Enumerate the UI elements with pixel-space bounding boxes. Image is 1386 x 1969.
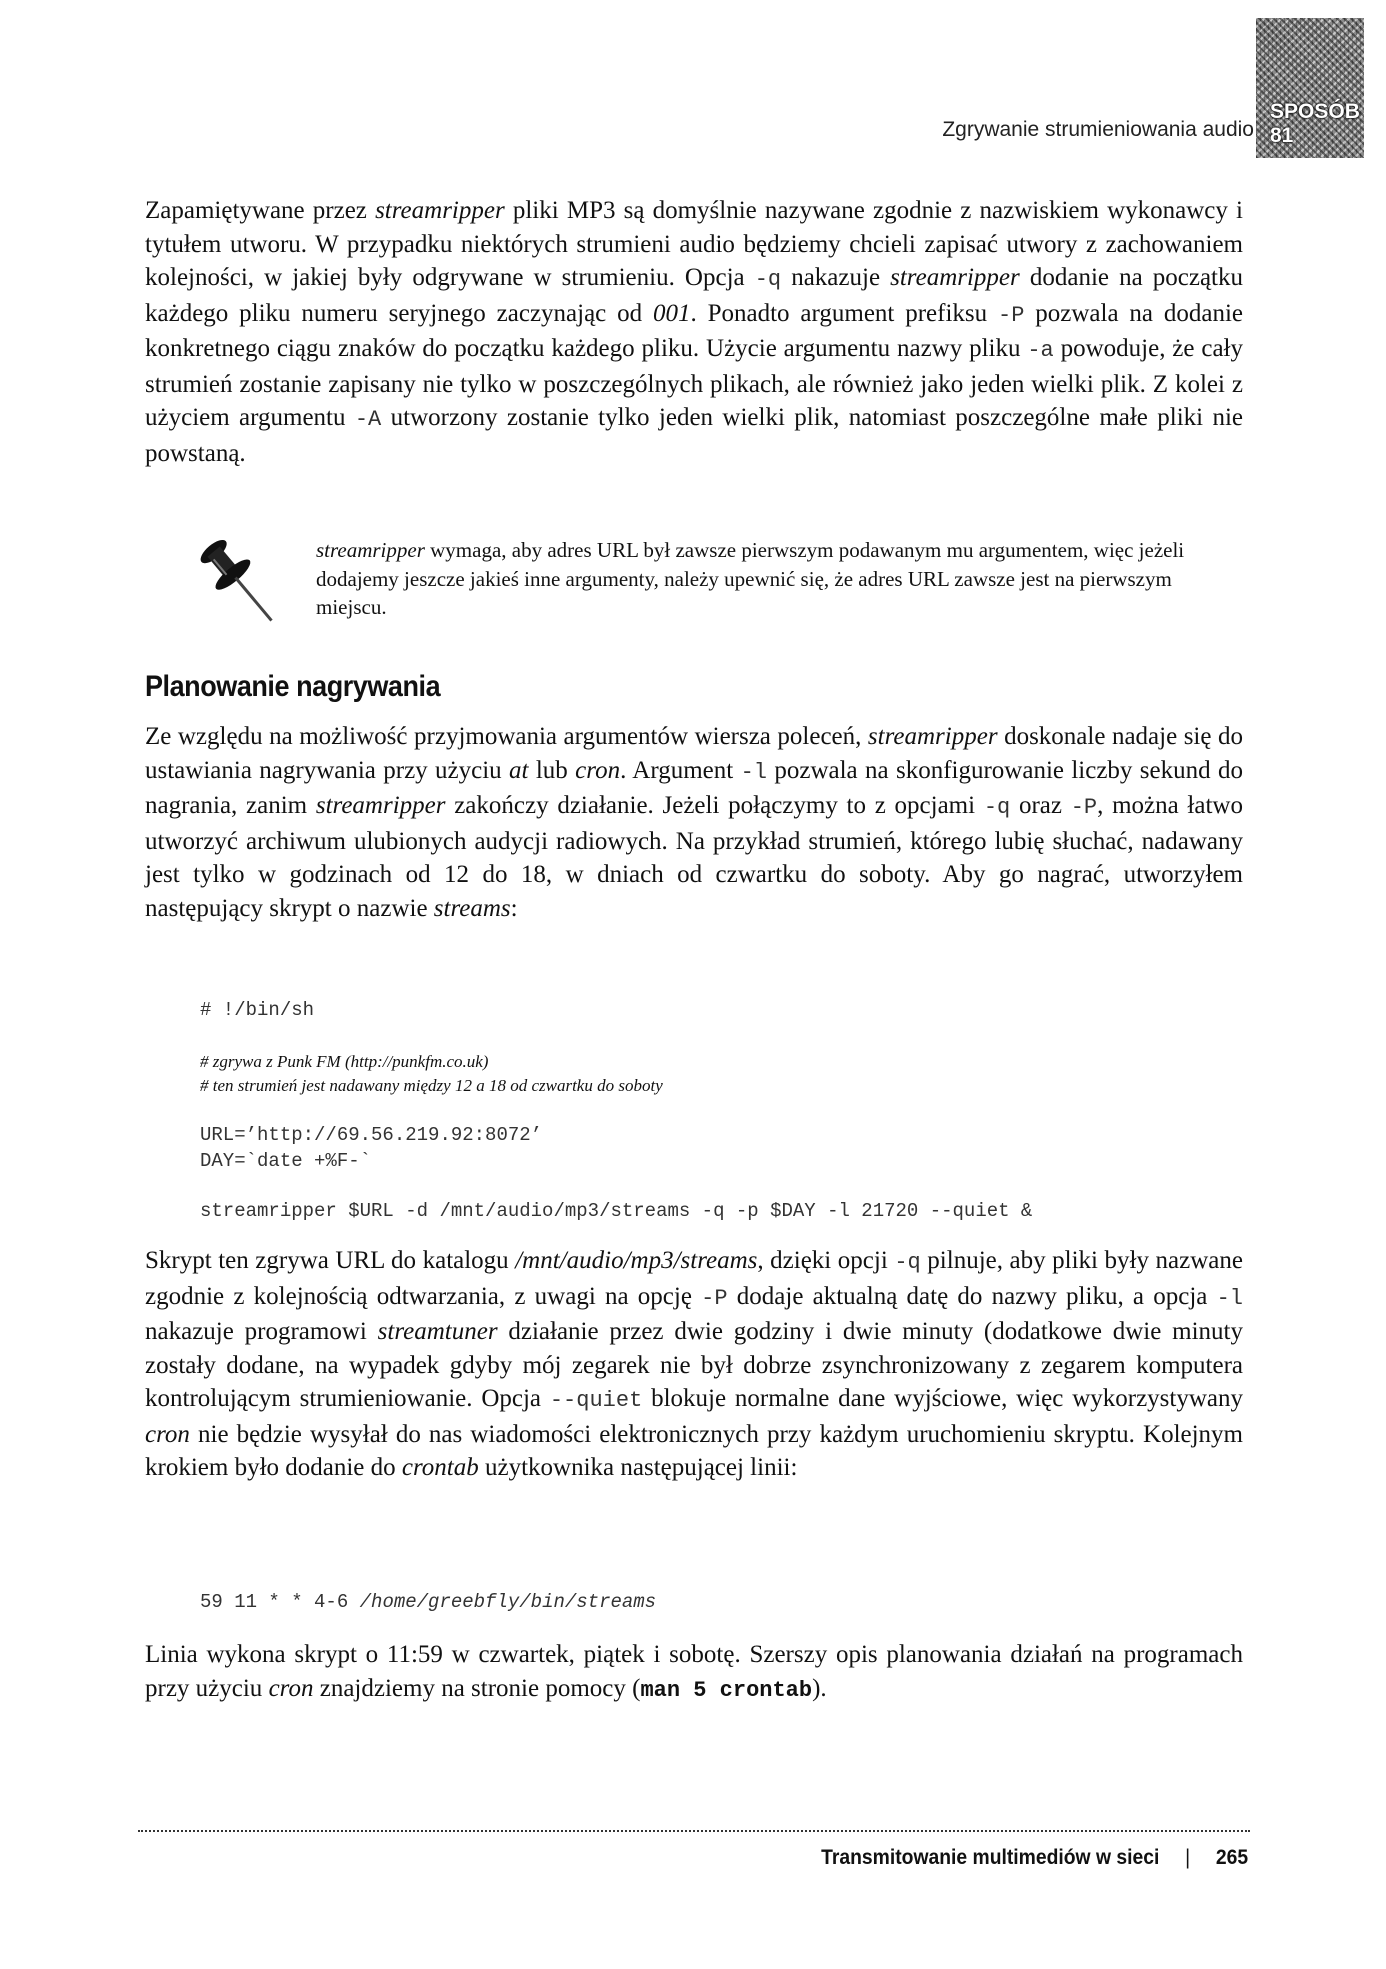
cron-fields: 59 11 * * 4-6	[200, 1591, 360, 1613]
chapter-thumb-tab	[1256, 18, 1364, 158]
footer-separator: |	[1184, 1846, 1190, 1869]
code-shebang: # !/bin/sh	[200, 999, 315, 1021]
cron-path: /home/greebfly/bin/streams	[359, 1591, 657, 1613]
body-paragraph-1: Zapamiętywane przez streamripper pliki MP3 są domyślnie nazywane zgodnie z nazwiskiem wykonawcy i tytułem utworu. W przypadku niektórych strumieni audio będziemy chcieli zapisać utwory z zachowaniem kolejności, w jakiej były odgrywane w strumieniu. Opcja -q nakazuje streamripper dodanie na początku każdego pliku numeru seryjnego zaczynając od 001. Ponadto argument prefiksu -P pozwala na dodanie konkretnego ciągu znaków do początku każdego pliku. Użycie argumentu nazwy pliku -a powoduje, że cały strumień zostanie zapisany nie tylko w poszczególnych plikach, ale również jako jeden wielki plik. Z kolei z użyciem argumentu -A utworzony zostanie tylko jeden wielki plik, natomiast poszczególne małe pliki nie powstaną.	[145, 197, 1243, 467]
code-url-line: URL=’http://69.56.219.92:8072’	[200, 1124, 543, 1146]
page-footer	[821, 1846, 1248, 1870]
code-comment-1: # zgrywa z Punk FM (http://punkfm.co.uk)	[200, 1052, 489, 1071]
thumb-tab-number: 81	[1270, 124, 1294, 147]
thumb-tab-label	[1270, 100, 1360, 148]
code-comment-2: # ten strumień jest nadawany między 12 a 18 od czwartku do soboty	[200, 1076, 663, 1095]
section-heading: Planowanie nagrywania	[145, 670, 441, 703]
body-paragraph-3: Skrypt ten zgrywa URL do katalogu /mnt/audio/mp3/streams, dzięki opcji -q pilnuje, aby pliki były nazwane zgodnie z kolejnością odtwarzania, z uwagi na opcję -P dodaje aktualną datę do nazwy pliku, a opcja -l nakazuje programowi streamtuner działanie przez dwie godziny i dwie minuty (dodatkowe dwie minuty zostały dodane, na wypadek gdyby mój zegarek nie był dobrze zsynchronizowany z zegarem komputera kontrolującym strumieniowanie. Opcja --quiet blokuje normalne dane wyjściowe, więc wykorzystywany cron nie będzie wysyłał do nas wiadomości elektronicznych przy każdym uruchomieniu skryptu. Kolejnym krokiem było dodanie do crontab użytkownika następującej linii:	[145, 1247, 1243, 1481]
note-text: streamripper wymaga, aby adres URL był zawsze pierwszym podawanym mu argumentem, więc jeżeli dodajemy jeszcze jakieś inne argumenty, należy upewnić się, że adres URL zawsze jest na pierwszym miejscu.	[316, 538, 1185, 619]
cron-entry	[200, 1591, 656, 1613]
thumb-tab-word: SPOSÓB	[1270, 100, 1360, 123]
footer-book-title: Transmitowanie multimediów w sieci	[821, 1846, 1160, 1869]
body-paragraph-2: Ze względu na możliwość przyjmowania argumentów wiersza poleceń, streamripper doskonale nadaje się do ustawiania nagrywania przy użyciu at lub cron. Argument -l pozwala na skonfigurowanie liczby sekund do nagrania, zanim streamripper zakończy działanie. Jeżeli połączymy to z opcjami -q oraz -P, można łatwo utworzyć archiwum ulubionych audycji radiowych. Na przykład strumień, którego lubię słuchać, nadawany jest tylko w godzinach od 12 do 18, w dniach od czwartku do soboty. Aby go nagrać, utworzyłem następujący skrypt o nazwie streams:	[145, 723, 1243, 922]
running-title: Zgrywanie strumieniowania audio	[942, 118, 1254, 141]
body-paragraph-4: Linia wykona skrypt o 11:59 w czwartek, piątek i sobotę. Szerszy opis planowania działań na programach przy użyciu cron znajdziemy na stronie pomocy (man 5 crontab).	[145, 1641, 1243, 1703]
pushpin-icon	[190, 528, 290, 638]
footer-rule	[138, 1830, 1250, 1832]
code-command-line: streamripper $URL -d /mnt/audio/mp3/streams -q -p $DAY -l 21720 --quiet &	[200, 1200, 1033, 1222]
page-number: 265	[1215, 1846, 1248, 1869]
code-day-line: DAY=`date +%F-`	[200, 1150, 372, 1172]
